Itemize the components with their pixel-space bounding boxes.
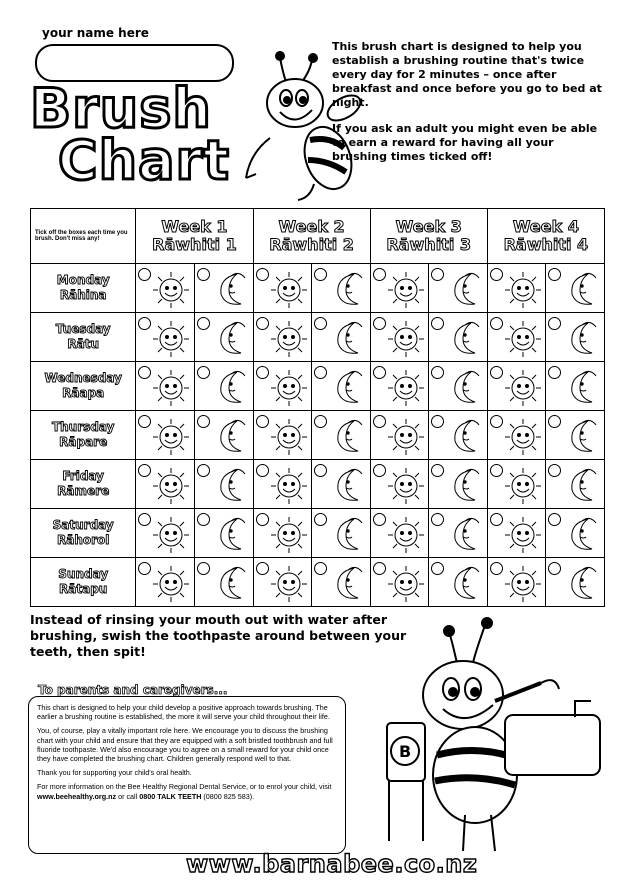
week-4-header bbox=[487, 209, 604, 264]
day-label bbox=[31, 313, 136, 362]
day-maori: Rāhina bbox=[59, 288, 107, 302]
week-2-morning-slot bbox=[253, 460, 312, 509]
week-3-night-slot bbox=[429, 509, 488, 558]
week-1-header bbox=[136, 209, 253, 264]
week-4-morning-slot bbox=[487, 362, 546, 411]
sun-icon bbox=[150, 417, 192, 457]
week-4-night-slot bbox=[546, 509, 605, 558]
week-3-morning-slot bbox=[370, 558, 429, 607]
moon-icon bbox=[209, 515, 251, 555]
week-3-night-slot bbox=[429, 313, 488, 362]
week-1-night-slot bbox=[194, 411, 253, 460]
day-row-monday bbox=[31, 264, 605, 313]
week-3-label: Week 3 bbox=[395, 217, 462, 236]
week-2-morning-slot bbox=[253, 411, 312, 460]
week-2-morning-slot bbox=[253, 558, 312, 607]
chart-header-row bbox=[31, 209, 605, 264]
week-4-night-slot bbox=[546, 313, 605, 362]
week-1-morning-slot bbox=[136, 313, 195, 362]
rinsing-tip: Instead of rinsing your mouth out with water after brushing, swish the toothpaste around between your teeth, then spit! bbox=[30, 612, 407, 659]
parents-heading: To parents and caregivers... bbox=[38, 683, 228, 697]
moon-icon bbox=[560, 270, 602, 310]
week-4-night-slot bbox=[546, 411, 605, 460]
week-4-morning-slot bbox=[487, 264, 546, 313]
parents-paragraph-1: This chart is designed to help your child develop a positive approach towards brushing. The earlier a brushing routine is established, the more it will serve your child throughout their life. bbox=[37, 703, 330, 722]
week-1-maori: Rāwhiti 1 bbox=[152, 235, 237, 254]
sun-icon bbox=[385, 515, 427, 555]
moon-icon bbox=[326, 564, 368, 604]
sun-icon bbox=[502, 270, 544, 310]
moon-icon bbox=[443, 515, 485, 555]
moon-icon bbox=[560, 417, 602, 457]
day-label bbox=[31, 264, 136, 313]
week-1-night-slot bbox=[194, 362, 253, 411]
sun-icon bbox=[385, 417, 427, 457]
day-english: Sunday bbox=[58, 567, 109, 581]
week-3-morning-slot bbox=[370, 313, 429, 362]
week-1-night-slot bbox=[194, 460, 253, 509]
sun-icon bbox=[150, 270, 192, 310]
moon-icon bbox=[560, 515, 602, 555]
towel-letter: B bbox=[399, 742, 412, 761]
moon-icon bbox=[560, 319, 602, 359]
week-2-header bbox=[253, 209, 370, 264]
title-chart: Chart bbox=[58, 129, 230, 192]
sun-icon bbox=[502, 466, 544, 506]
sun-icon bbox=[150, 466, 192, 506]
sun-icon bbox=[502, 368, 544, 408]
week-3-night-slot bbox=[429, 558, 488, 607]
moon-icon bbox=[326, 417, 368, 457]
week-3-morning-slot bbox=[370, 509, 429, 558]
day-row-saturday bbox=[31, 509, 605, 558]
sun-icon bbox=[385, 319, 427, 359]
week-3-morning-slot bbox=[370, 362, 429, 411]
moon-icon bbox=[560, 368, 602, 408]
sun-icon bbox=[268, 515, 310, 555]
week-4-morning-slot bbox=[487, 313, 546, 362]
moon-icon bbox=[209, 564, 251, 604]
moon-icon bbox=[443, 270, 485, 310]
week-4-maori: Rāwhiti 4 bbox=[503, 235, 589, 254]
sun-icon bbox=[150, 319, 192, 359]
day-row-thursday bbox=[31, 411, 605, 460]
week-1-label: Week 1 bbox=[161, 217, 228, 236]
sun-icon bbox=[385, 368, 427, 408]
moon-icon bbox=[326, 466, 368, 506]
day-maori: Rātapu bbox=[59, 582, 108, 596]
moon-icon bbox=[560, 564, 602, 604]
title-brush: Brush bbox=[30, 77, 212, 140]
day-row-sunday bbox=[31, 558, 605, 607]
beehealthy-link[interactable]: www.beehealthy.org.nz bbox=[37, 791, 117, 801]
day-label bbox=[31, 509, 136, 558]
week-2-night-slot bbox=[312, 411, 371, 460]
week-2-night-slot bbox=[312, 558, 371, 607]
moon-icon bbox=[560, 466, 602, 506]
sun-icon bbox=[268, 564, 310, 604]
week-3-morning-slot bbox=[370, 460, 429, 509]
day-maori: Rāpare bbox=[59, 435, 108, 449]
moon-icon bbox=[443, 564, 485, 604]
week-3-night-slot bbox=[429, 460, 488, 509]
week-3-morning-slot bbox=[370, 264, 429, 313]
day-label bbox=[31, 558, 136, 607]
moon-icon bbox=[209, 466, 251, 506]
week-2-night-slot bbox=[312, 509, 371, 558]
week-3-maori: Rāwhiti 3 bbox=[386, 235, 472, 254]
week-4-night-slot bbox=[546, 460, 605, 509]
week-4-morning-slot bbox=[487, 509, 546, 558]
week-4-night-slot bbox=[546, 264, 605, 313]
sun-icon bbox=[268, 368, 310, 408]
sun-icon bbox=[150, 368, 192, 408]
name-label: your name here bbox=[42, 26, 149, 40]
week-2-maori: Rāwhiti 2 bbox=[269, 235, 354, 254]
contact-text-end: (0800 825 583). bbox=[201, 791, 255, 801]
day-english: Friday bbox=[62, 469, 104, 483]
sun-icon bbox=[268, 466, 310, 506]
week-2-label: Week 2 bbox=[278, 217, 345, 236]
parents-paragraph-3: Thank you for supporting your child's oral health. bbox=[37, 768, 192, 778]
parents-info-box bbox=[28, 696, 346, 854]
day-maori: Rāapa bbox=[62, 386, 105, 400]
brush-chart-table bbox=[30, 208, 605, 607]
sun-icon bbox=[385, 270, 427, 310]
footer-url-link[interactable]: www.barnabee.co.nz bbox=[186, 850, 478, 878]
week-2-morning-slot bbox=[253, 509, 312, 558]
week-3-night-slot bbox=[429, 264, 488, 313]
week-4-morning-slot bbox=[487, 558, 546, 607]
moon-icon bbox=[209, 368, 251, 408]
intro-paragraph-2: If you ask an adult you might even be able to earn a reward for having all your brushing times ticked off! bbox=[332, 122, 598, 163]
moon-icon bbox=[443, 368, 485, 408]
day-maori: Rāhorol bbox=[57, 533, 110, 547]
week-4-night-slot bbox=[546, 558, 605, 607]
contact-text-mid: or call bbox=[116, 791, 140, 801]
week-2-night-slot bbox=[312, 313, 371, 362]
week-1-night-slot bbox=[194, 313, 253, 362]
week-3-night-slot bbox=[429, 362, 488, 411]
day-row-wednesday bbox=[31, 362, 605, 411]
parents-paragraph-2: You, of course, play a vitally important role here. We encourage you to discuss the brushing chart with your child and ensure that they are equipped with a soft bristled toothbrush and full fluoride toothpaste. We'd also encourage you to agree on a small reward for your child once they have completed the brushing chart. Children generally respond well to that. bbox=[37, 726, 333, 764]
week-4-night-slot bbox=[546, 362, 605, 411]
parents-paragraph-4 bbox=[37, 782, 337, 800]
day-label bbox=[31, 411, 136, 460]
moon-icon bbox=[443, 466, 485, 506]
sun-icon bbox=[268, 417, 310, 457]
week-1-morning-slot bbox=[136, 264, 195, 313]
moon-icon bbox=[326, 515, 368, 555]
sun-icon bbox=[385, 466, 427, 506]
week-3-header bbox=[370, 209, 487, 264]
week-2-night-slot bbox=[312, 362, 371, 411]
sun-icon bbox=[502, 515, 544, 555]
intro-text bbox=[332, 40, 612, 176]
week-1-morning-slot bbox=[136, 460, 195, 509]
week-1-morning-slot bbox=[136, 362, 195, 411]
talk-teeth-phone: 0800 TALK TEETH bbox=[139, 791, 202, 801]
day-english: Monday bbox=[56, 273, 110, 287]
day-maori: Rātu bbox=[67, 337, 100, 351]
day-label bbox=[31, 460, 136, 509]
week-2-morning-slot bbox=[253, 313, 312, 362]
day-row-friday bbox=[31, 460, 605, 509]
sun-icon bbox=[502, 564, 544, 604]
week-1-night-slot bbox=[194, 558, 253, 607]
sun-icon bbox=[268, 270, 310, 310]
sun-icon bbox=[385, 564, 427, 604]
day-english: Wednesday bbox=[44, 371, 122, 385]
week-3-morning-slot bbox=[370, 411, 429, 460]
week-2-night-slot bbox=[312, 460, 371, 509]
day-row-tuesday bbox=[31, 313, 605, 362]
week-3-night-slot bbox=[429, 411, 488, 460]
sun-icon bbox=[268, 319, 310, 359]
week-2-night-slot bbox=[312, 264, 371, 313]
moon-icon bbox=[443, 417, 485, 457]
moon-icon bbox=[326, 368, 368, 408]
sun-icon bbox=[502, 319, 544, 359]
day-english: Thursday bbox=[51, 420, 115, 434]
week-1-morning-slot bbox=[136, 558, 195, 607]
chart-instruction: Tick off the boxes each time you brush. Don't miss any! bbox=[31, 209, 136, 264]
week-4-morning-slot bbox=[487, 460, 546, 509]
contact-text-start: For more information on the Bee Healthy Regional Dental Service, or to enrol your child, visit bbox=[37, 782, 332, 792]
moon-icon bbox=[209, 417, 251, 457]
week-1-night-slot bbox=[194, 509, 253, 558]
sun-icon bbox=[150, 564, 192, 604]
bee-brushing-illustration bbox=[345, 605, 615, 855]
moon-icon bbox=[443, 319, 485, 359]
week-2-morning-slot bbox=[253, 264, 312, 313]
week-2-morning-slot bbox=[253, 362, 312, 411]
day-english: Tuesday bbox=[55, 322, 111, 336]
day-label bbox=[31, 362, 136, 411]
moon-icon bbox=[209, 270, 251, 310]
moon-icon bbox=[326, 319, 368, 359]
moon-icon bbox=[326, 270, 368, 310]
sun-icon bbox=[502, 417, 544, 457]
day-maori: Rāmere bbox=[57, 484, 110, 498]
week-1-morning-slot bbox=[136, 411, 195, 460]
day-english: Saturday bbox=[52, 518, 114, 532]
moon-icon bbox=[209, 319, 251, 359]
week-1-morning-slot bbox=[136, 509, 195, 558]
sun-icon bbox=[150, 515, 192, 555]
week-1-night-slot bbox=[194, 264, 253, 313]
intro-paragraph-1: This brush chart is designed to help you establish a brushing routine that's twice every day for 2 minutes – once after breakfast and once before you go to bed at night. bbox=[332, 40, 602, 109]
week-4-label: Week 4 bbox=[512, 217, 579, 236]
week-4-morning-slot bbox=[487, 411, 546, 460]
